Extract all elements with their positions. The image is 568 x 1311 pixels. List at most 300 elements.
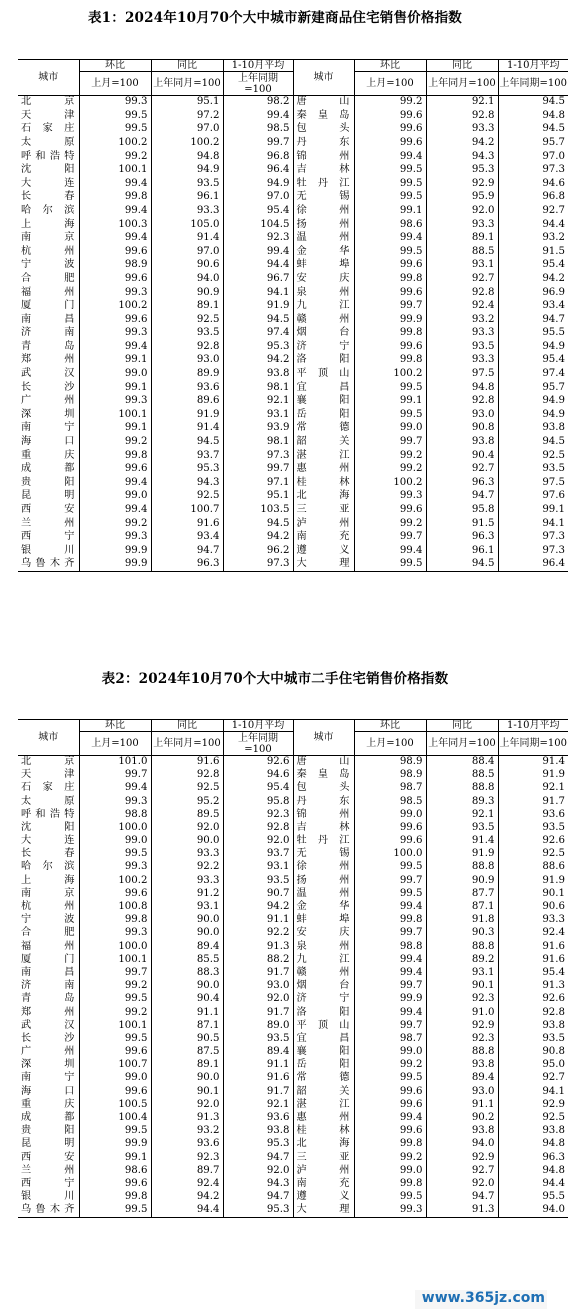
mom-value: 98.9 bbox=[79, 259, 151, 273]
yoy-value: 93.1 bbox=[151, 901, 223, 914]
table-row bbox=[18, 1191, 568, 1204]
yoy-value: 96.1 bbox=[426, 544, 498, 558]
yoy-value: 91.9 bbox=[426, 848, 498, 861]
mom-value: 99.7 bbox=[354, 874, 426, 887]
table-row bbox=[18, 1138, 568, 1151]
city-name: 湛 江 bbox=[293, 1098, 354, 1111]
table-row bbox=[18, 1072, 568, 1085]
yoy-header: 同比 bbox=[151, 720, 223, 732]
yoy-base-header: 上年同月=100 bbox=[426, 72, 498, 96]
avg-value: 97.3 bbox=[542, 544, 565, 556]
city-name: 呼和浩特 bbox=[18, 150, 79, 164]
yoy-value: 90.4 bbox=[426, 449, 498, 463]
yoy-value: 94.7 bbox=[151, 544, 223, 558]
yoy-value: 87.5 bbox=[151, 1046, 223, 1059]
yoy-value: 92.4 bbox=[426, 299, 498, 313]
mom-value: 99.4 bbox=[79, 503, 151, 517]
avg-value: 89.0 bbox=[223, 1019, 293, 1032]
table-row bbox=[18, 953, 568, 966]
mom-value: 99.7 bbox=[79, 967, 151, 980]
yoy-value: 88.8 bbox=[426, 861, 498, 874]
city-name: 惠 州 bbox=[293, 1112, 354, 1125]
city-name: 安 庆 bbox=[293, 272, 354, 286]
mom-value: 99.7 bbox=[354, 980, 426, 993]
mom-value: 99.6 bbox=[79, 272, 151, 286]
mom-base-header: 上月=100 bbox=[79, 732, 151, 756]
mom-value: 99.4 bbox=[79, 782, 151, 795]
table-row bbox=[18, 395, 568, 409]
yoy-value: 97.5 bbox=[426, 367, 498, 381]
table-row bbox=[18, 517, 568, 531]
city-name: 合 肥 bbox=[18, 272, 79, 286]
mom-value: 99.1 bbox=[354, 204, 426, 218]
avg-value: 93.0 bbox=[223, 980, 293, 993]
avg-value: 96.2 bbox=[223, 544, 293, 558]
mom-value: 99.8 bbox=[79, 449, 151, 463]
avg-value: 91.7 bbox=[542, 795, 565, 807]
yoy-value: 87.1 bbox=[151, 1019, 223, 1032]
table-row bbox=[18, 782, 568, 795]
yoy-value: 96.3 bbox=[151, 558, 223, 572]
table-row bbox=[18, 1125, 568, 1138]
city-name: 重 庆 bbox=[18, 449, 79, 463]
mom-value: 99.2 bbox=[79, 1006, 151, 1019]
city-name: 上 海 bbox=[18, 874, 79, 887]
city-name: 遵 义 bbox=[293, 1191, 354, 1204]
yoy-value: 89.4 bbox=[426, 1072, 498, 1085]
city-name: 赣 州 bbox=[293, 967, 354, 980]
table-row bbox=[18, 848, 568, 861]
avg-value: 92.5 bbox=[542, 449, 565, 461]
yoy-value: 92.0 bbox=[151, 1098, 223, 1111]
mom-value: 99.6 bbox=[79, 887, 151, 900]
table-row bbox=[18, 109, 568, 123]
city-name: 温 州 bbox=[293, 231, 354, 245]
avg-value: 91.3 bbox=[542, 980, 565, 992]
yoy-value: 95.3 bbox=[151, 463, 223, 477]
mom-value: 99.3 bbox=[354, 490, 426, 504]
avg-value: 93.8 bbox=[223, 1125, 293, 1138]
avg-value: 99.7 bbox=[223, 136, 293, 150]
avg-base-header: 上年同期=100 bbox=[498, 72, 568, 96]
table-row bbox=[18, 191, 568, 205]
mom-value: 99.6 bbox=[354, 123, 426, 137]
yoy-value: 92.9 bbox=[426, 177, 498, 191]
avg-value: 91.9 bbox=[542, 874, 565, 886]
city-name: 蚌 埠 bbox=[293, 914, 354, 927]
city-name: 武 汉 bbox=[18, 367, 79, 381]
yoy-value: 89.4 bbox=[151, 940, 223, 953]
mom-value: 98.5 bbox=[354, 795, 426, 808]
city-name: 徐 州 bbox=[293, 861, 354, 874]
city-name: 大 理 bbox=[293, 1204, 354, 1217]
city-name: 福 州 bbox=[18, 286, 79, 300]
avg-value: 94.8 bbox=[542, 109, 565, 121]
yoy-value: 89.1 bbox=[151, 1059, 223, 1072]
mom-value: 99.3 bbox=[79, 861, 151, 874]
avg-value: 96.7 bbox=[223, 272, 293, 286]
table-row bbox=[18, 835, 568, 848]
city-name: 乌鲁木齐 bbox=[18, 558, 79, 572]
avg-value: 92.0 bbox=[223, 1164, 293, 1177]
mom-value: 99.7 bbox=[79, 769, 151, 782]
mom-value: 99.2 bbox=[354, 1151, 426, 1164]
avg-value: 95.5 bbox=[542, 1191, 565, 1203]
mom-value: 99.7 bbox=[354, 435, 426, 449]
mom-value: 99.9 bbox=[79, 1138, 151, 1151]
avg-value: 94.7 bbox=[223, 1191, 293, 1204]
avg-value: 95.4 bbox=[542, 966, 565, 978]
avg-value: 91.1 bbox=[223, 1059, 293, 1072]
city-name: 广 州 bbox=[18, 1046, 79, 1059]
city-name: 北 京 bbox=[18, 96, 79, 110]
avg-value: 98.1 bbox=[223, 435, 293, 449]
city-name: 桂 林 bbox=[293, 1125, 354, 1138]
mom-value: 99.9 bbox=[79, 544, 151, 558]
avg-value: 91.7 bbox=[223, 1006, 293, 1019]
yoy-value: 90.9 bbox=[426, 874, 498, 887]
avg-value: 94.6 bbox=[223, 769, 293, 782]
table-row bbox=[18, 993, 568, 1006]
mom-value: 99.8 bbox=[79, 1191, 151, 1204]
avg-value: 98.1 bbox=[223, 381, 293, 395]
mom-value: 100.7 bbox=[79, 1059, 151, 1072]
mom-value: 99.4 bbox=[354, 901, 426, 914]
yoy-value: 90.5 bbox=[151, 1032, 223, 1045]
city-name: 成 都 bbox=[18, 1112, 79, 1125]
city-name: 天 津 bbox=[18, 109, 79, 123]
city-name: 泉 州 bbox=[293, 940, 354, 953]
yoy-value: 93.6 bbox=[151, 1138, 223, 1151]
table-row bbox=[18, 1164, 568, 1177]
yoy-value: 88.8 bbox=[426, 1046, 498, 1059]
yoy-value: 93.5 bbox=[151, 177, 223, 191]
yoy-value: 95.8 bbox=[426, 503, 498, 517]
yoy-value: 93.1 bbox=[426, 259, 498, 273]
city-name: 上 海 bbox=[18, 218, 79, 232]
table-row bbox=[18, 795, 568, 808]
yoy-value: 92.3 bbox=[426, 1032, 498, 1045]
city-name: 海 口 bbox=[18, 435, 79, 449]
yoy-value: 93.3 bbox=[426, 123, 498, 137]
yoy-value: 91.2 bbox=[151, 887, 223, 900]
yoy-value: 90.0 bbox=[151, 980, 223, 993]
city-name: 北 海 bbox=[293, 490, 354, 504]
yoy-value: 92.0 bbox=[151, 821, 223, 834]
yoy-value: 92.4 bbox=[151, 1178, 223, 1191]
table-row bbox=[18, 204, 568, 218]
yoy-value: 90.1 bbox=[151, 1085, 223, 1098]
table-row bbox=[18, 123, 568, 137]
table-row bbox=[18, 136, 568, 150]
avg-value: 95.3 bbox=[223, 340, 293, 354]
city-name: 杭 州 bbox=[18, 901, 79, 914]
yoy-value: 91.9 bbox=[151, 408, 223, 422]
mom-value: 100.4 bbox=[79, 1112, 151, 1125]
avg-header: 1-10月平均 bbox=[223, 60, 293, 72]
yoy-value: 96.3 bbox=[426, 531, 498, 545]
city-name: 厦 门 bbox=[18, 953, 79, 966]
city-name: 遵 义 bbox=[293, 544, 354, 558]
yoy-value: 93.2 bbox=[151, 1125, 223, 1138]
yoy-value: 90.0 bbox=[151, 1072, 223, 1085]
avg-value: 91.6 bbox=[542, 940, 565, 952]
yoy-value: 95.1 bbox=[151, 96, 223, 110]
mom-value: 99.0 bbox=[354, 1046, 426, 1059]
table-row bbox=[18, 96, 568, 110]
mom-value: 99.4 bbox=[79, 204, 151, 218]
city-name: 无 锡 bbox=[293, 191, 354, 205]
yoy-value: 88.8 bbox=[426, 782, 498, 795]
yoy-value: 91.6 bbox=[151, 517, 223, 531]
mom-value: 99.6 bbox=[354, 109, 426, 123]
mom-value: 100.3 bbox=[79, 218, 151, 232]
mom-value: 99.6 bbox=[354, 1125, 426, 1138]
yoy-value: 89.3 bbox=[426, 795, 498, 808]
avg-value: 93.8 bbox=[542, 1125, 565, 1137]
table-row bbox=[18, 1204, 568, 1217]
city-name: 襄 阳 bbox=[293, 395, 354, 409]
city-name: 岳 阳 bbox=[293, 408, 354, 422]
mom-value: 99.2 bbox=[354, 517, 426, 531]
yoy-base-header: 上年同月=100 bbox=[151, 732, 223, 756]
city-name: 大 连 bbox=[18, 177, 79, 191]
table-row bbox=[18, 980, 568, 993]
yoy-value: 92.5 bbox=[151, 782, 223, 795]
avg-value: 91.5 bbox=[542, 245, 565, 257]
avg-value: 97.3 bbox=[542, 531, 565, 543]
yoy-value: 89.5 bbox=[151, 808, 223, 821]
city-name: 宁 波 bbox=[18, 259, 79, 273]
city-name: 南 充 bbox=[293, 1178, 354, 1191]
mom-value: 99.9 bbox=[354, 313, 426, 327]
avg-value: 95.5 bbox=[542, 327, 565, 339]
avg-value: 93.5 bbox=[542, 463, 565, 475]
avg-header: 1-10月平均 bbox=[223, 720, 293, 732]
city-name: 北 海 bbox=[293, 1138, 354, 1151]
avg-value: 92.1 bbox=[542, 782, 565, 794]
table-row bbox=[18, 299, 568, 313]
avg-value: 94.0 bbox=[498, 1204, 568, 1217]
city-name: 石 家 庄 bbox=[18, 123, 79, 137]
table-row bbox=[18, 1178, 568, 1191]
mom-value: 100.0 bbox=[354, 848, 426, 861]
yoy-value: 94.0 bbox=[151, 272, 223, 286]
mom-value: 100.1 bbox=[79, 408, 151, 422]
yoy-value: 92.1 bbox=[426, 96, 498, 110]
mom-value: 99.6 bbox=[354, 835, 426, 848]
mom-value: 99.6 bbox=[354, 821, 426, 834]
yoy-base-header: 上年同月=100 bbox=[426, 732, 498, 756]
avg-value: 92.1 bbox=[223, 395, 293, 409]
table-row bbox=[18, 1098, 568, 1111]
mom-value: 99.0 bbox=[79, 1072, 151, 1085]
mom-value: 99.4 bbox=[354, 1112, 426, 1125]
city-name: 深 圳 bbox=[18, 1059, 79, 1072]
yoy-value: 90.0 bbox=[151, 835, 223, 848]
table-row bbox=[18, 177, 568, 191]
yoy-value: 92.3 bbox=[426, 993, 498, 1006]
table-row bbox=[18, 821, 568, 834]
city-name: 贵 阳 bbox=[18, 1125, 79, 1138]
table-row bbox=[18, 381, 568, 395]
city-name: 郑 州 bbox=[18, 1006, 79, 1019]
city-name: 兰 州 bbox=[18, 1164, 79, 1177]
yoy-value: 92.2 bbox=[151, 861, 223, 874]
table-row bbox=[18, 940, 568, 953]
avg-value: 96.9 bbox=[542, 286, 565, 298]
mom-header: 环比 bbox=[354, 60, 426, 72]
mom-value: 100.2 bbox=[354, 367, 426, 381]
table-row bbox=[18, 231, 568, 245]
avg-value: 92.8 bbox=[223, 821, 293, 834]
avg-value: 88.2 bbox=[223, 953, 293, 966]
avg-value: 94.4 bbox=[542, 218, 565, 230]
city-name: 海 口 bbox=[18, 1085, 79, 1098]
mom-value: 99.8 bbox=[79, 914, 151, 927]
city-name: 襄 阳 bbox=[293, 1046, 354, 1059]
yoy-value: 95.3 bbox=[426, 163, 498, 177]
yoy-value: 92.0 bbox=[426, 1178, 498, 1191]
city-name: 金 华 bbox=[293, 245, 354, 259]
mom-value: 99.8 bbox=[354, 327, 426, 341]
table-row bbox=[18, 476, 568, 490]
table-row bbox=[18, 503, 568, 517]
city-name: 西 安 bbox=[18, 1151, 79, 1164]
city-name: 温 州 bbox=[293, 887, 354, 900]
table-row bbox=[18, 901, 568, 914]
avg-value: 97.6 bbox=[542, 490, 565, 502]
city-name: 长 沙 bbox=[18, 381, 79, 395]
avg-value: 94.4 bbox=[223, 259, 293, 273]
avg-value: 93.7 bbox=[223, 848, 293, 861]
mom-value: 99.3 bbox=[354, 1204, 426, 1217]
yoy-value: 92.7 bbox=[426, 463, 498, 477]
mom-value: 99.4 bbox=[354, 544, 426, 558]
yoy-value: 88.3 bbox=[151, 967, 223, 980]
city-name: 扬 州 bbox=[293, 874, 354, 887]
city-name: 贵 阳 bbox=[18, 476, 79, 490]
table1 bbox=[18, 59, 568, 572]
city-name: 金 华 bbox=[293, 901, 354, 914]
city-name: 乌鲁木齐 bbox=[18, 1204, 79, 1217]
city-name: 九 江 bbox=[293, 299, 354, 313]
avg-value: 103.5 bbox=[223, 503, 293, 517]
avg-value: 91.3 bbox=[223, 940, 293, 953]
table-row bbox=[18, 259, 568, 273]
mom-value: 99.5 bbox=[354, 887, 426, 900]
avg-value: 94.5 bbox=[223, 313, 293, 327]
table-row bbox=[18, 422, 568, 436]
city-name: 丹 东 bbox=[293, 136, 354, 150]
avg-value: 92.6 bbox=[542, 993, 565, 1005]
avg-value: 94.4 bbox=[542, 1177, 565, 1189]
mom-value: 99.5 bbox=[79, 1125, 151, 1138]
mom-value: 99.3 bbox=[79, 286, 151, 300]
mom-value: 98.6 bbox=[354, 218, 426, 232]
table-row bbox=[18, 1112, 568, 1125]
yoy-value: 96.3 bbox=[426, 476, 498, 490]
mom-value: 99.6 bbox=[354, 1098, 426, 1111]
city-name: 三 亚 bbox=[293, 1151, 354, 1164]
city-name: 安 庆 bbox=[293, 927, 354, 940]
avg-value: 90.1 bbox=[542, 887, 565, 899]
avg-value: 93.8 bbox=[542, 1019, 565, 1031]
yoy-value: 93.0 bbox=[151, 354, 223, 368]
city-name: 常 德 bbox=[293, 1072, 354, 1085]
table-row bbox=[18, 340, 568, 354]
table-row bbox=[18, 769, 568, 782]
mom-value: 99.5 bbox=[354, 861, 426, 874]
mom-value: 99.4 bbox=[79, 476, 151, 490]
yoy-value: 94.2 bbox=[426, 136, 498, 150]
city-name: 南 充 bbox=[293, 531, 354, 545]
city-name: 长 春 bbox=[18, 191, 79, 205]
table-row bbox=[18, 861, 568, 874]
table-row bbox=[18, 927, 568, 940]
city-name: 九 江 bbox=[293, 953, 354, 966]
mom-value: 99.5 bbox=[354, 245, 426, 259]
city-name: 赣 州 bbox=[293, 313, 354, 327]
table2-title: 表2：2024年10月70个大中城市二手住宅销售价格指数 bbox=[101, 671, 449, 687]
table-row bbox=[18, 490, 568, 504]
yoy-value: 93.3 bbox=[426, 354, 498, 368]
yoy-value: 92.5 bbox=[151, 313, 223, 327]
avg-value: 97.3 bbox=[223, 449, 293, 463]
city-name: 济 宁 bbox=[293, 993, 354, 1006]
avg-value: 94.8 bbox=[542, 1164, 565, 1176]
city-name: 银 川 bbox=[18, 1191, 79, 1204]
city-name: 南 昌 bbox=[18, 313, 79, 327]
yoy-value: 93.0 bbox=[426, 408, 498, 422]
avg-value: 92.6 bbox=[542, 835, 565, 847]
city-name: 烟 台 bbox=[293, 327, 354, 341]
mom-value: 100.1 bbox=[79, 953, 151, 966]
yoy-value: 94.8 bbox=[151, 150, 223, 164]
yoy-value: 92.8 bbox=[426, 109, 498, 123]
yoy-value: 90.3 bbox=[426, 927, 498, 940]
avg-value: 94.2 bbox=[223, 531, 293, 545]
avg-value: 96.3 bbox=[542, 1151, 565, 1163]
city-name: 湛 江 bbox=[293, 449, 354, 463]
city-name: 长 沙 bbox=[18, 1032, 79, 1045]
avg-value: 98.2 bbox=[223, 96, 293, 110]
city-name: 唐 山 bbox=[293, 96, 354, 110]
city-name: 秦 皇 岛 bbox=[293, 769, 354, 782]
yoy-value: 90.4 bbox=[151, 993, 223, 1006]
mom-value: 99.0 bbox=[79, 490, 151, 504]
yoy-value: 91.4 bbox=[426, 835, 498, 848]
city-name: 南 宁 bbox=[18, 422, 79, 436]
city-name: 包 头 bbox=[293, 123, 354, 137]
city-name: 杭 州 bbox=[18, 245, 79, 259]
mom-value: 99.0 bbox=[354, 808, 426, 821]
city-name: 锦 州 bbox=[293, 808, 354, 821]
avg-value: 92.4 bbox=[542, 927, 565, 939]
mom-value: 99.5 bbox=[354, 177, 426, 191]
yoy-header: 同比 bbox=[151, 60, 223, 72]
city-name: 西 宁 bbox=[18, 1178, 79, 1191]
yoy-value: 85.5 bbox=[151, 953, 223, 966]
avg-value: 93.5 bbox=[542, 821, 565, 833]
mom-value: 99.4 bbox=[354, 967, 426, 980]
avg-header: 1-10月平均 bbox=[498, 720, 568, 732]
yoy-value: 93.3 bbox=[426, 327, 498, 341]
mom-value: 98.9 bbox=[354, 769, 426, 782]
table-row bbox=[18, 544, 568, 558]
avg-value: 93.8 bbox=[542, 422, 565, 434]
avg-base-header: 上年同期=100 bbox=[223, 72, 293, 96]
